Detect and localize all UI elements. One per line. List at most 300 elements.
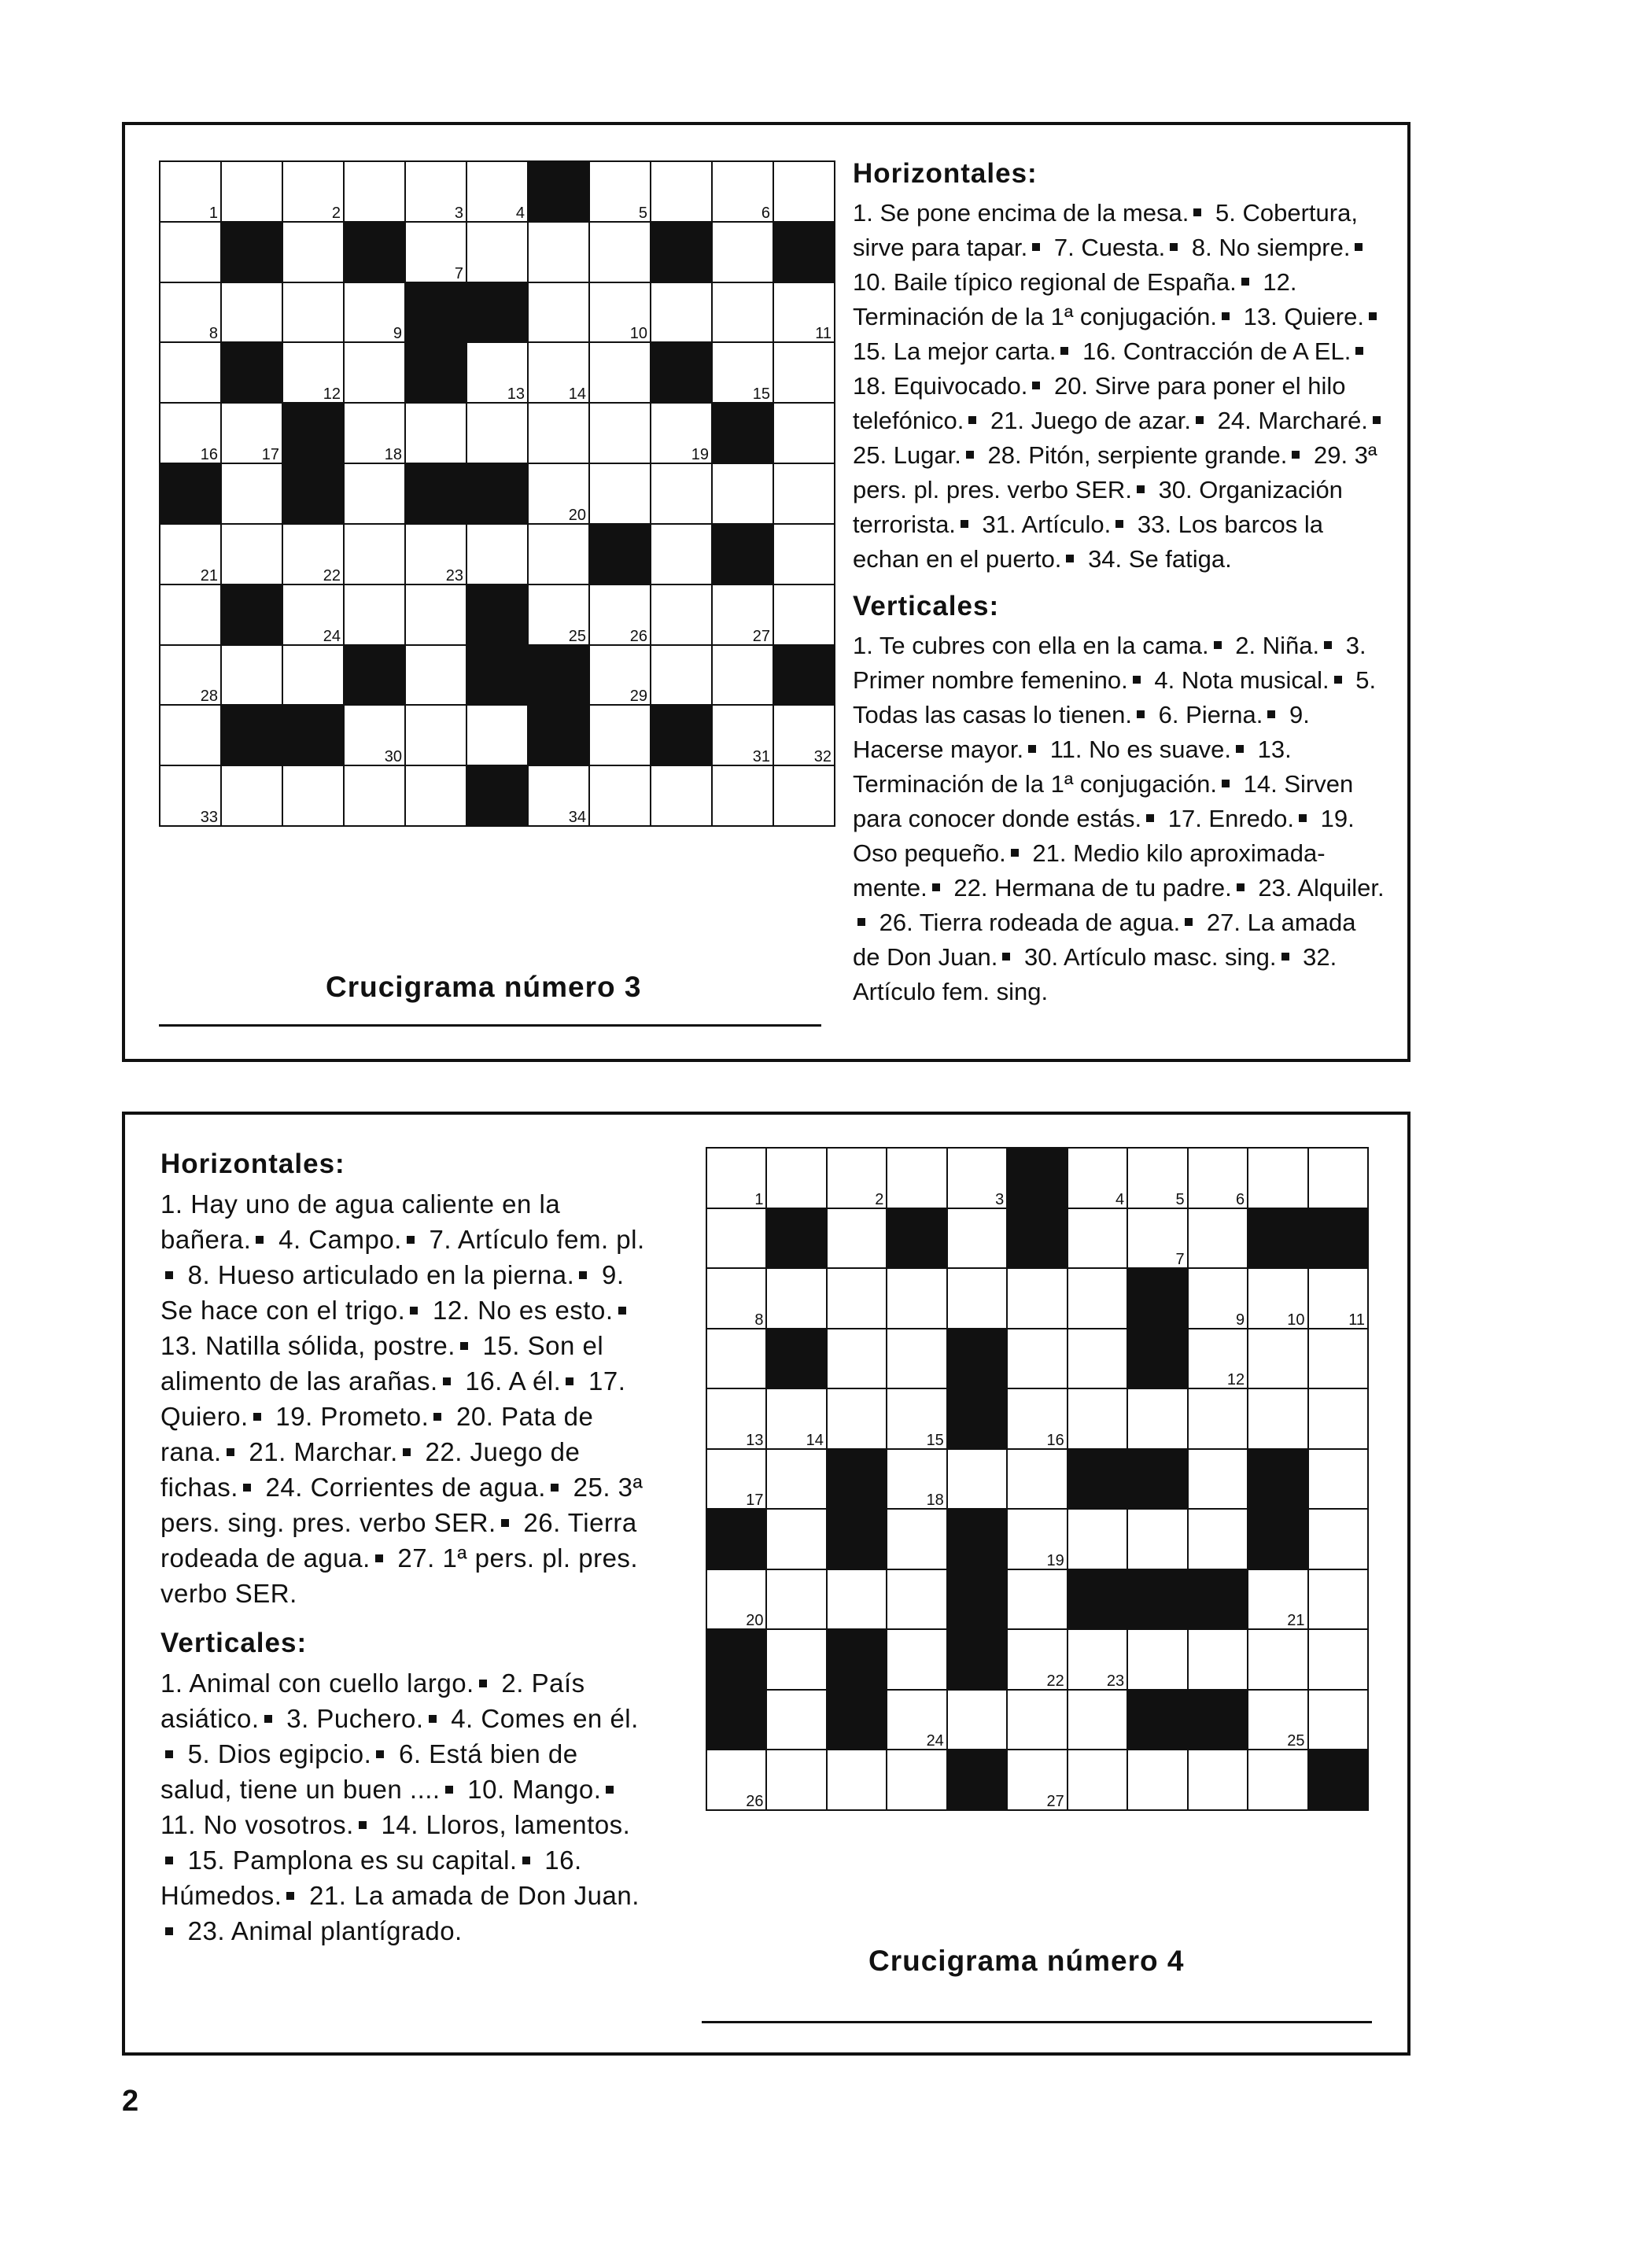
- grid-cell[interactable]: [405, 222, 466, 282]
- clue-separator: [1214, 641, 1222, 649]
- black-square: [1308, 1750, 1368, 1810]
- grid-cell[interactable]: [405, 645, 466, 706]
- grid-cell[interactable]: [1308, 1388, 1368, 1449]
- clue-number: 28: [200, 688, 218, 706]
- grid-cell[interactable]: [589, 342, 651, 403]
- grid-cell[interactable]: [887, 1690, 946, 1750]
- clue-separator: [1241, 278, 1249, 286]
- clue: 29. 3ª pers. pl. pres. verbo SER.: [853, 441, 1377, 503]
- clue-number: 24: [323, 627, 341, 645]
- grid-cell[interactable]: [773, 342, 835, 403]
- grid-cell[interactable]: [827, 1569, 887, 1630]
- grid-cell[interactable]: [405, 403, 466, 463]
- grid-cell[interactable]: [1007, 1329, 1067, 1389]
- grid-cell[interactable]: [706, 1148, 766, 1208]
- grid-cell[interactable]: [528, 524, 589, 584]
- grid-cell[interactable]: [344, 161, 405, 222]
- grid-cell[interactable]: [344, 282, 405, 343]
- clue-number: 5: [638, 204, 647, 222]
- grid-cell[interactable]: [766, 1629, 826, 1690]
- grid-cell[interactable]: [766, 1148, 826, 1208]
- grid-cell[interactable]: [160, 161, 221, 222]
- grid-cell[interactable]: [589, 403, 651, 463]
- grid-cell[interactable]: [528, 765, 589, 826]
- black-square: [947, 1329, 1007, 1389]
- grid-cell[interactable]: [887, 1629, 946, 1690]
- grid-cell[interactable]: [282, 584, 344, 645]
- clue-separator: [1196, 416, 1204, 424]
- clue-separator: [227, 1448, 234, 1456]
- grid-cell[interactable]: [827, 1329, 887, 1389]
- grid-cell[interactable]: [528, 463, 589, 524]
- grid-cell[interactable]: [282, 282, 344, 343]
- verticales-clues: [160, 1665, 648, 1949]
- clue: 19. Oso pequeño.: [853, 805, 1355, 867]
- grid-cell[interactable]: [1188, 1750, 1248, 1810]
- black-square: [282, 463, 344, 524]
- grid-cell[interactable]: [1007, 1509, 1067, 1569]
- grid-cell[interactable]: [827, 1208, 887, 1269]
- clue-separator: [243, 1484, 251, 1492]
- grid-cell[interactable]: [947, 1148, 1007, 1208]
- grid-cell[interactable]: [1308, 1690, 1368, 1750]
- grid-cell[interactable]: [773, 584, 835, 645]
- grid-cell[interactable]: [405, 765, 466, 826]
- grid-cell[interactable]: [766, 1388, 826, 1449]
- grid-cell[interactable]: [947, 1690, 1007, 1750]
- black-square: [160, 463, 221, 524]
- clue-separator: [501, 1519, 509, 1527]
- clue-number: 15: [926, 1431, 944, 1449]
- grid-cell[interactable]: [773, 282, 835, 343]
- horizontales-heading: Horizontales:: [160, 1149, 345, 1179]
- grid-cell[interactable]: [887, 1569, 946, 1630]
- clue-number: 23: [1106, 1672, 1125, 1690]
- grid-cell[interactable]: [466, 161, 528, 222]
- grid-cell[interactable]: [1308, 1148, 1368, 1208]
- grid-cell[interactable]: [1007, 1449, 1067, 1510]
- black-square: [221, 584, 282, 645]
- clue-separator: [253, 1413, 261, 1421]
- clue-separator: [1281, 953, 1289, 961]
- grid-cell[interactable]: [1007, 1629, 1067, 1690]
- grid-cell[interactable]: [1068, 1750, 1127, 1810]
- grid-cell[interactable]: [160, 705, 221, 765]
- grid-cell[interactable]: [1308, 1509, 1368, 1569]
- grid-cell[interactable]: [466, 705, 528, 765]
- grid-cell[interactable]: [160, 222, 221, 282]
- grid-cell[interactable]: [160, 645, 221, 706]
- grid-cell[interactable]: [712, 645, 773, 706]
- black-square: [405, 282, 466, 343]
- grid-cell[interactable]: [712, 463, 773, 524]
- grid-cell[interactable]: [766, 1449, 826, 1510]
- grid-cell[interactable]: [1308, 1569, 1368, 1630]
- black-square: [947, 1569, 1007, 1630]
- grid-cell[interactable]: [1007, 1750, 1067, 1810]
- grid-cell[interactable]: [887, 1509, 946, 1569]
- grid-cell[interactable]: [221, 645, 282, 706]
- grid-cell[interactable]: [1188, 1509, 1248, 1569]
- grid-cell[interactable]: [1007, 1690, 1067, 1750]
- clue-number: 20: [568, 506, 586, 524]
- crossword-3-title: Crucigrama número 3: [326, 971, 642, 1003]
- clue-separator: [359, 1821, 367, 1829]
- clue-number: 9: [393, 325, 402, 343]
- black-square: [651, 705, 712, 765]
- clue-number: 21: [1287, 1612, 1305, 1630]
- clue-separator: [1137, 710, 1145, 718]
- grid-cell[interactable]: [651, 403, 712, 463]
- clue-number: 16: [200, 446, 218, 464]
- grid-cell[interactable]: [887, 1268, 946, 1329]
- grid-cell[interactable]: [1127, 1208, 1187, 1269]
- grid-cell[interactable]: [1068, 1208, 1127, 1269]
- grid-cell[interactable]: [405, 705, 466, 765]
- clue: 10. Baile típico regional de España.: [853, 268, 1237, 296]
- grid-cell[interactable]: [651, 765, 712, 826]
- black-square: [466, 282, 528, 343]
- grid-cell[interactable]: [706, 1268, 766, 1329]
- grid-cell[interactable]: [947, 1268, 1007, 1329]
- black-square: [528, 161, 589, 222]
- grid-cell[interactable]: [1308, 1629, 1368, 1690]
- grid-cell[interactable]: [528, 584, 589, 645]
- clue-number: 6: [1235, 1190, 1245, 1208]
- verticales-heading: Verticales:: [853, 591, 1000, 621]
- clue: 24. Marcharé.: [1217, 407, 1368, 434]
- grid-cell[interactable]: [1308, 1449, 1368, 1510]
- grid-cell[interactable]: [706, 1750, 766, 1810]
- clue: 4. Campo.: [278, 1225, 402, 1254]
- black-square: [712, 524, 773, 584]
- grid-cell[interactable]: [1188, 1388, 1248, 1449]
- grid-cell[interactable]: [466, 342, 528, 403]
- clue-separator: [1115, 520, 1123, 528]
- clue-separator: [1373, 416, 1381, 424]
- grid-cell[interactable]: [827, 1148, 887, 1208]
- grid-cell[interactable]: [887, 1388, 946, 1449]
- black-square: [766, 1208, 826, 1269]
- clue: 7. Artículo fem. pl.: [429, 1225, 645, 1254]
- clue: 33. Los barcos la echan en el puerto.: [853, 511, 1323, 573]
- grid-cell[interactable]: [1068, 1629, 1127, 1690]
- grid-cell[interactable]: [1127, 1629, 1187, 1690]
- clue-number: 16: [1046, 1431, 1064, 1449]
- grid-cell[interactable]: [1068, 1329, 1127, 1389]
- clue-number: 7: [454, 264, 463, 282]
- clue: 6. Pierna.: [1158, 701, 1263, 728]
- grid-cell[interactable]: [1248, 1629, 1307, 1690]
- grid-cell[interactable]: [773, 403, 835, 463]
- grid-cell[interactable]: [282, 524, 344, 584]
- grid-cell[interactable]: [528, 222, 589, 282]
- grid-cell[interactable]: [282, 645, 344, 706]
- clue-number: 10: [629, 325, 647, 343]
- grid-cell[interactable]: [712, 584, 773, 645]
- grid-row: [706, 1329, 1368, 1389]
- grid-cell[interactable]: [528, 403, 589, 463]
- grid-cell[interactable]: [706, 1329, 766, 1389]
- grid-cell[interactable]: [1248, 1388, 1307, 1449]
- grid-cell[interactable]: [221, 765, 282, 826]
- grid-cell[interactable]: [405, 161, 466, 222]
- grid-cell[interactable]: [1127, 1750, 1187, 1810]
- clue-number: 33: [200, 809, 218, 826]
- grid-cell[interactable]: [344, 765, 405, 826]
- clue: 23. Animal plantígrado.: [187, 1916, 463, 1945]
- clue: 22. Juego de fichas.: [160, 1437, 581, 1502]
- grid-cell[interactable]: [1007, 1388, 1067, 1449]
- grid-cell[interactable]: [221, 403, 282, 463]
- grid-cell[interactable]: [282, 161, 344, 222]
- grid-cell[interactable]: [344, 584, 405, 645]
- clue: 10. Mango.: [467, 1775, 602, 1804]
- clue-number: 4: [515, 204, 525, 222]
- black-square: [1188, 1569, 1248, 1630]
- clue: 21. Medio kilo aproximada-mente.: [853, 839, 1326, 902]
- grid-cell[interactable]: [766, 1509, 826, 1569]
- grid-cell[interactable]: [766, 1690, 826, 1750]
- clue: 16. Húmedos.: [160, 1846, 582, 1910]
- grid-cell[interactable]: [773, 705, 835, 765]
- clue-separator: [443, 1377, 451, 1385]
- clue: 15. Pamplona es su capital.: [187, 1846, 518, 1875]
- grid-cell[interactable]: [706, 1449, 766, 1510]
- grid-cell[interactable]: [706, 1388, 766, 1449]
- grid-cell[interactable]: [887, 1148, 946, 1208]
- clue: 6. Está bien de salud, tiene un buen ....: [160, 1739, 578, 1804]
- clue-separator: [1185, 918, 1193, 926]
- grid-cell[interactable]: [282, 342, 344, 403]
- black-square: [1308, 1208, 1368, 1269]
- grid-cell[interactable]: [160, 342, 221, 403]
- clue: 21. Juego de azar.: [990, 407, 1192, 434]
- grid-row: [160, 645, 835, 706]
- grid-cell[interactable]: [651, 645, 712, 706]
- grid-cell[interactable]: [1127, 1148, 1187, 1208]
- grid-cell[interactable]: [1007, 1268, 1067, 1329]
- clue: 30. Artículo masc. sing.: [1024, 943, 1277, 971]
- grid-cell[interactable]: [887, 1449, 946, 1510]
- grid-cell[interactable]: [1248, 1750, 1307, 1810]
- grid-cell[interactable]: [887, 1750, 946, 1810]
- grid-cell[interactable]: [1068, 1268, 1127, 1329]
- grid-cell[interactable]: [712, 705, 773, 765]
- grid-cell[interactable]: [766, 1569, 826, 1630]
- black-square: [466, 645, 528, 706]
- grid-cell[interactable]: [589, 161, 651, 222]
- grid-cell[interactable]: [160, 524, 221, 584]
- clue: 26. Tierra rodeada de agua.: [160, 1508, 637, 1573]
- clue: 32. Artículo fem. sing.: [853, 943, 1337, 1005]
- grid-cell[interactable]: [651, 524, 712, 584]
- grid-cell[interactable]: [712, 765, 773, 826]
- black-square: [466, 463, 528, 524]
- grid-cell[interactable]: [651, 161, 712, 222]
- grid-cell[interactable]: [344, 705, 405, 765]
- black-square: [466, 584, 528, 645]
- clue: 15. La mejor carta.: [853, 337, 1056, 365]
- grid-cell[interactable]: [466, 222, 528, 282]
- grid-cell[interactable]: [344, 342, 405, 403]
- clue-separator: [579, 1271, 587, 1279]
- grid-cell[interactable]: [947, 1449, 1007, 1510]
- grid-cell[interactable]: [1188, 1629, 1248, 1690]
- grid-cell[interactable]: [1248, 1329, 1307, 1389]
- grid-cell[interactable]: [405, 524, 466, 584]
- black-square: [947, 1629, 1007, 1690]
- clue: 25. 3ª pers. sing. pres. verbo SER.: [160, 1473, 643, 1537]
- grid-cell[interactable]: [1127, 1509, 1187, 1569]
- clue-number: 31: [752, 748, 770, 766]
- grid-row: [160, 342, 835, 403]
- grid-cell[interactable]: [766, 1268, 826, 1329]
- grid-cell[interactable]: [766, 1750, 826, 1810]
- grid-cell[interactable]: [528, 342, 589, 403]
- clue: 13. Terminación de la 1ª conjugación.: [853, 736, 1292, 798]
- grid-cell[interactable]: [589, 705, 651, 765]
- grid-cell[interactable]: [589, 282, 651, 343]
- grid-cell[interactable]: [773, 161, 835, 222]
- grid-cell[interactable]: [160, 403, 221, 463]
- grid-cell[interactable]: [589, 645, 651, 706]
- grid-cell[interactable]: [221, 524, 282, 584]
- verticales-heading: Verticales:: [160, 1628, 308, 1658]
- black-square: [1248, 1208, 1307, 1269]
- clue-separator: [1028, 745, 1036, 753]
- grid-cell[interactable]: [1248, 1569, 1307, 1630]
- clue-separator: [1236, 745, 1244, 753]
- grid-cell[interactable]: [1308, 1329, 1368, 1389]
- grid-cell[interactable]: [160, 282, 221, 343]
- grid-cell[interactable]: [466, 524, 528, 584]
- grid-cell[interactable]: [589, 765, 651, 826]
- verticales-clues: [853, 629, 1388, 1009]
- clue-separator: [1146, 814, 1154, 822]
- grid-cell[interactable]: [1188, 1148, 1248, 1208]
- grid-cell[interactable]: [1308, 1268, 1368, 1329]
- clue: 3. Puchero.: [286, 1704, 424, 1733]
- black-square: [528, 645, 589, 706]
- clue-number: 32: [813, 748, 832, 766]
- grid-cell[interactable]: [706, 1208, 766, 1269]
- grid-cell[interactable]: [1188, 1449, 1248, 1510]
- grid-cell[interactable]: [282, 222, 344, 282]
- grid-cell[interactable]: [651, 584, 712, 645]
- clue-separator: [1133, 676, 1141, 684]
- grid-cell[interactable]: [712, 282, 773, 343]
- black-square: [344, 222, 405, 282]
- grid-cell[interactable]: [589, 584, 651, 645]
- grid-cell[interactable]: [1188, 1329, 1248, 1389]
- grid-cell[interactable]: [827, 1268, 887, 1329]
- grid-cell[interactable]: [651, 463, 712, 524]
- clue: 22. Hermana de tu padre.: [953, 874, 1232, 902]
- grid-cell[interactable]: [1068, 1690, 1127, 1750]
- grid-cell[interactable]: [1188, 1268, 1248, 1329]
- grid-cell[interactable]: [712, 161, 773, 222]
- clue-separator: [1170, 243, 1178, 251]
- grid-cell[interactable]: [1068, 1509, 1127, 1569]
- grid-cell[interactable]: [1127, 1388, 1187, 1449]
- grid-cell[interactable]: [706, 1569, 766, 1630]
- clue-number: 3: [995, 1190, 1005, 1208]
- grid-cell[interactable]: [773, 463, 835, 524]
- grid-cell[interactable]: [528, 282, 589, 343]
- grid-cell[interactable]: [1068, 1148, 1127, 1208]
- clue-number: 22: [1046, 1672, 1064, 1690]
- grid-cell[interactable]: [1068, 1388, 1127, 1449]
- grid-cell[interactable]: [221, 463, 282, 524]
- clue-number: 26: [629, 627, 647, 645]
- clue-separator: [606, 1786, 614, 1794]
- grid-cell[interactable]: [1007, 1569, 1067, 1630]
- grid-cell[interactable]: [1248, 1690, 1307, 1750]
- grid-cell[interactable]: [712, 342, 773, 403]
- grid-cell[interactable]: [712, 222, 773, 282]
- grid-cell[interactable]: [827, 1750, 887, 1810]
- grid-cell[interactable]: [344, 403, 405, 463]
- clue-number: 20: [746, 1612, 764, 1630]
- grid-cell[interactable]: [160, 765, 221, 826]
- grid-cell[interactable]: [405, 584, 466, 645]
- grid-cell[interactable]: [221, 282, 282, 343]
- grid-cell[interactable]: [160, 584, 221, 645]
- grid-cell[interactable]: [344, 463, 405, 524]
- black-square: [887, 1208, 946, 1269]
- grid-cell[interactable]: [773, 765, 835, 826]
- black-square: [1248, 1509, 1307, 1569]
- grid-cell[interactable]: [1248, 1148, 1307, 1208]
- grid-cell[interactable]: [887, 1329, 946, 1389]
- clue-separator: [403, 1448, 411, 1456]
- grid-cell[interactable]: [282, 765, 344, 826]
- clue-number: 18: [926, 1492, 944, 1510]
- black-square: [1188, 1690, 1248, 1750]
- black-square: [466, 765, 528, 826]
- grid-cell[interactable]: [651, 282, 712, 343]
- clue-separator: [857, 918, 865, 926]
- grid-cell[interactable]: [827, 1388, 887, 1449]
- grid-row: [160, 282, 835, 343]
- grid-cell[interactable]: [344, 524, 405, 584]
- black-square: [712, 403, 773, 463]
- clue-number: 12: [1226, 1371, 1245, 1389]
- grid-cell[interactable]: [1188, 1208, 1248, 1269]
- black-square: [827, 1509, 887, 1569]
- clue-separator: [522, 1857, 530, 1864]
- grid-cell[interactable]: [589, 463, 651, 524]
- grid-row: [160, 222, 835, 282]
- grid-row: [160, 463, 835, 524]
- clue-separator: [1237, 883, 1245, 891]
- clue-separator: [1222, 312, 1230, 320]
- grid-cell[interactable]: [1248, 1268, 1307, 1329]
- grid-cell[interactable]: [221, 161, 282, 222]
- grid-cell[interactable]: [466, 403, 528, 463]
- grid-cell[interactable]: [589, 222, 651, 282]
- grid-cell[interactable]: [773, 524, 835, 584]
- clue: 26. Tierra rodeada de agua.: [879, 909, 1181, 936]
- grid-cell[interactable]: [947, 1208, 1007, 1269]
- clue: 18. Equivocado.: [853, 372, 1028, 400]
- clue: 9. Hacerse mayor.: [853, 701, 1310, 763]
- clue: 24. Corrientes de agua.: [265, 1473, 546, 1502]
- grid-row: [706, 1569, 1368, 1630]
- clue-separator: [376, 1750, 384, 1758]
- clue-separator: [968, 416, 976, 424]
